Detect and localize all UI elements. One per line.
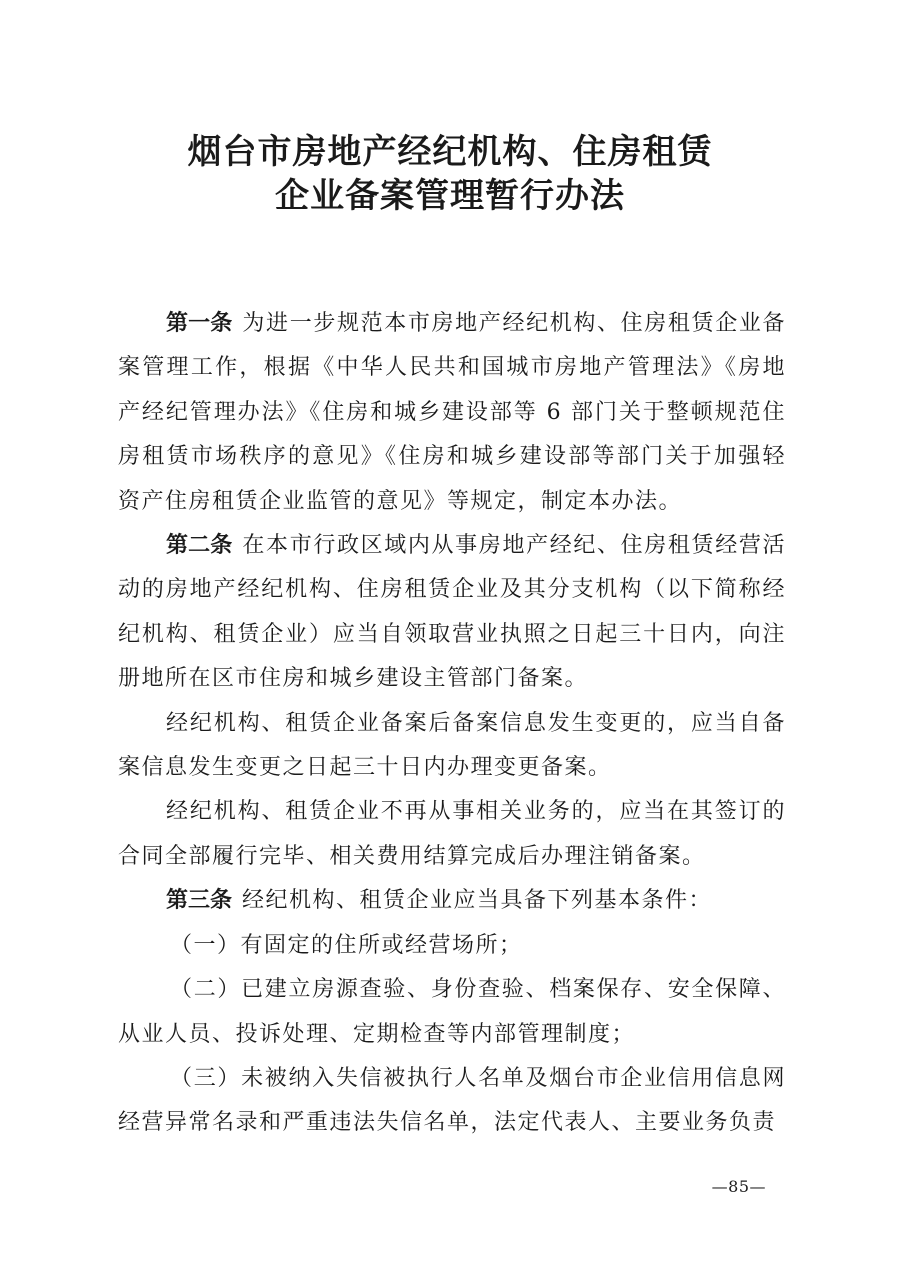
condition-item-2 <box>118 968 786 1057</box>
article-2-cancel-text: 经纪机构、租赁企业不再从事相关业务的，应当在其签订的合同全部履行完毕、相关费用结算完成后办理注销备案。 <box>118 799 786 869</box>
document-body <box>118 302 786 1146</box>
page-number: —85— <box>711 1177 766 1196</box>
article-2-change-paragraph <box>118 702 786 791</box>
article-3-label: 第三条 <box>166 888 233 914</box>
article-2-change-text: 经纪机构、租赁企业备案后备案信息发生变更的，应当自备案信息发生变更之日起三十日内办理变更备案。 <box>118 710 786 781</box>
article-2-cancel-paragraph <box>118 790 786 879</box>
article-1-text: 为进一步规范本市房地产经纪机构、住房租赁企业备案管理工作，根据《中华人民共和国城市房地产管理法》《房地产经纪管理办法》《住房和城乡建设部等 6 部门关于整顿规范住房租赁市场秩序的意见》《住房和城乡建设部等部门关于加强轻资产住房租赁企业监管的意见》等规定，制定本办法。 <box>118 311 786 514</box>
condition-item-3-text: （三）未被纳入失信被执行人名单及烟台市企业信用信息网经营异常名录和严重违法失信名单，法定代表人、主要业务负责 <box>118 1065 786 1136</box>
condition-item-2-text: （二）已建立房源查验、身份查验、档案保存、安全保障、从业人员、投诉处理、定期检查等内部管理制度； <box>118 977 786 1047</box>
article-3-text: 经纪机构、租赁企业应当具备下列基本条件： <box>242 888 713 914</box>
document-title-line-1: 烟台市房地产经纪机构、住房租赁 <box>187 132 713 172</box>
article-1-label: 第一条 <box>166 311 233 336</box>
article-2-label: 第二条 <box>166 533 233 559</box>
condition-item-1 <box>118 924 786 968</box>
document-title-line-2: 企业备案管理暂行办法 <box>275 176 625 216</box>
condition-item-3 <box>118 1057 786 1146</box>
article-3-paragraph <box>118 879 786 923</box>
condition-item-1-text: （一）有固定的住所或经营场所； <box>170 932 523 958</box>
article-1-paragraph <box>118 302 786 524</box>
article-2-text: 在本市行政区域内从事房地产经纪、住房租赁经营活动的房地产经纪机构、住房租赁企业及其分支机构（以下简称经纪机构、租赁企业）应当自领取营业执照之日起三十日内，向注册地所在区市住房和城乡建设主管部门备案。 <box>118 533 786 692</box>
article-2-paragraph <box>118 524 786 702</box>
